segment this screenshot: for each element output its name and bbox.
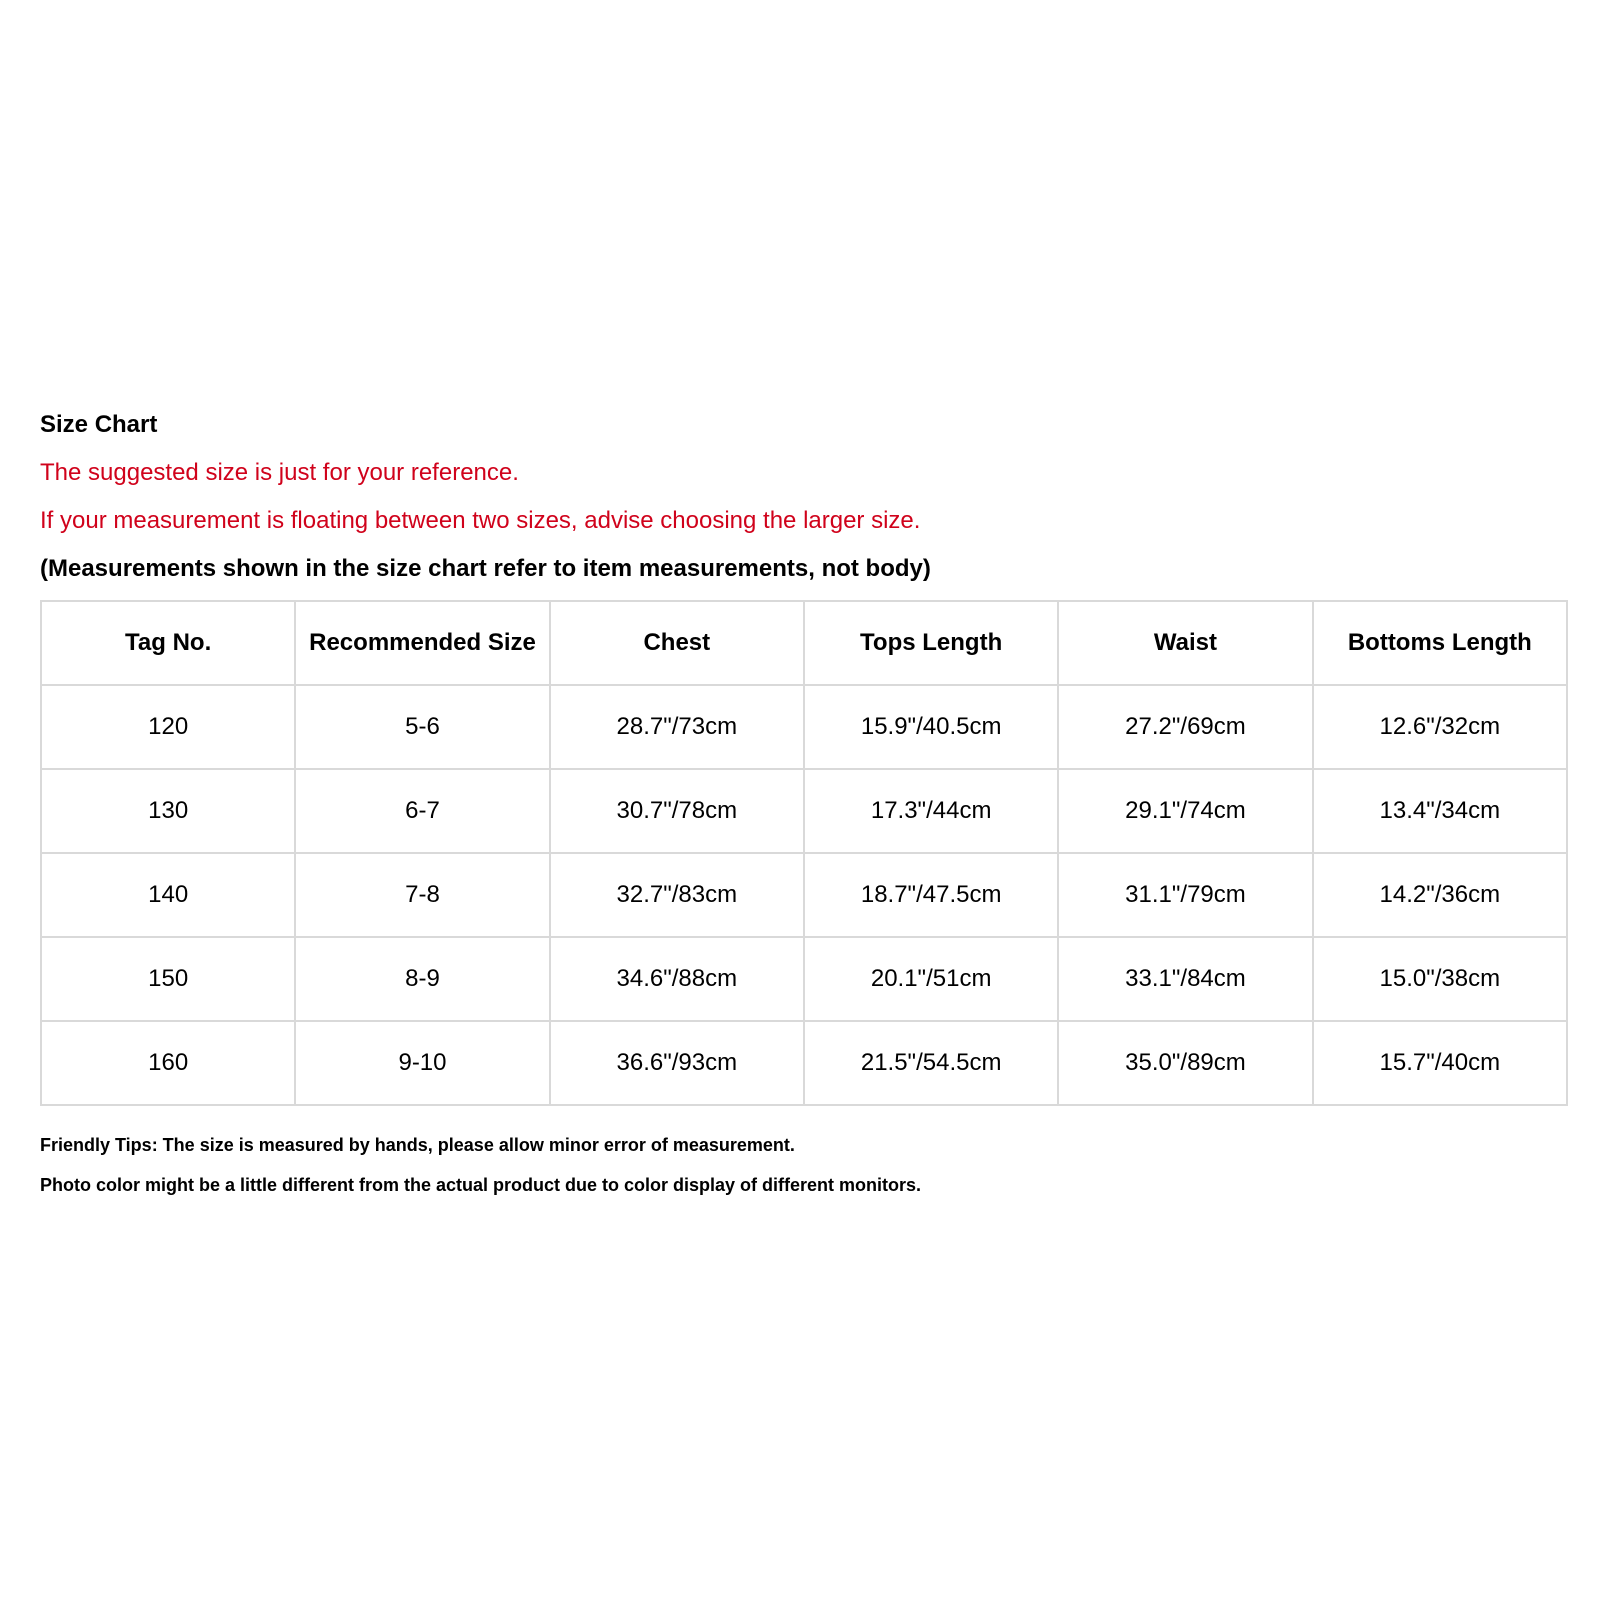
tip-color: Photo color might be a little different from the actual product due to color display of different monitors. bbox=[40, 1175, 922, 1195]
table-row bbox=[41, 1021, 1567, 1105]
size-table bbox=[40, 600, 1568, 1106]
header-bottoms-length: Bottoms Length bbox=[1313, 601, 1567, 685]
cell-chest: 28.7"/73cm bbox=[550, 685, 804, 769]
header-chest: Chest bbox=[550, 601, 804, 685]
cell-bottoms-length: 15.7"/40cm bbox=[1313, 1021, 1567, 1105]
cell-tag-no: 160 bbox=[41, 1021, 295, 1105]
cell-recommended-size: 5-6 bbox=[295, 685, 549, 769]
cell-recommended-size: 8-9 bbox=[295, 937, 549, 1021]
header-tag-no: Tag No. bbox=[41, 601, 295, 685]
cell-bottoms-length: 14.2"/36cm bbox=[1313, 853, 1567, 937]
cell-tops-length: 18.7"/47.5cm bbox=[804, 853, 1058, 937]
cell-chest: 32.7"/83cm bbox=[550, 853, 804, 937]
cell-waist: 29.1"/74cm bbox=[1058, 769, 1312, 853]
cell-waist: 33.1"/84cm bbox=[1058, 937, 1312, 1021]
cell-tops-length: 21.5"/54.5cm bbox=[804, 1021, 1058, 1105]
tip-measurement: Friendly Tips: The size is measured by hands, please allow minor error of measurement. bbox=[40, 1135, 795, 1155]
table-row bbox=[41, 769, 1567, 853]
cell-tag-no: 150 bbox=[41, 937, 295, 1021]
cell-bottoms-length: 12.6"/32cm bbox=[1313, 685, 1567, 769]
cell-tops-length: 20.1"/51cm bbox=[804, 937, 1058, 1021]
cell-chest: 30.7"/78cm bbox=[550, 769, 804, 853]
table-row bbox=[41, 937, 1567, 1021]
cell-tops-length: 15.9"/40.5cm bbox=[804, 685, 1058, 769]
header-tops-length: Tops Length bbox=[804, 601, 1058, 685]
reference-note: The suggested size is just for your reference. bbox=[40, 459, 519, 486]
friendly-tips bbox=[40, 1134, 1570, 1196]
table-row bbox=[41, 685, 1567, 769]
header-waist: Waist bbox=[1058, 601, 1312, 685]
cell-chest: 36.6"/93cm bbox=[550, 1021, 804, 1105]
measurement-disclaimer: (Measurements shown in the size chart refer to item measurements, not body) bbox=[40, 555, 931, 582]
cell-waist: 27.2"/69cm bbox=[1058, 685, 1312, 769]
cell-tag-no: 140 bbox=[41, 853, 295, 937]
cell-waist: 35.0"/89cm bbox=[1058, 1021, 1312, 1105]
table-row bbox=[41, 853, 1567, 937]
cell-recommended-size: 7-8 bbox=[295, 853, 549, 937]
cell-chest: 34.6"/88cm bbox=[550, 937, 804, 1021]
cell-tops-length: 17.3"/44cm bbox=[804, 769, 1058, 853]
cell-waist: 31.1"/79cm bbox=[1058, 853, 1312, 937]
size-chart-section bbox=[40, 410, 1570, 1214]
cell-tag-no: 120 bbox=[41, 685, 295, 769]
cell-bottoms-length: 15.0"/38cm bbox=[1313, 937, 1567, 1021]
cell-recommended-size: 9-10 bbox=[295, 1021, 549, 1105]
cell-tag-no: 130 bbox=[41, 769, 295, 853]
page-title: Size Chart bbox=[40, 411, 158, 438]
header-recommended-size: Recommended Size bbox=[295, 601, 549, 685]
larger-size-advice: If your measurement is floating between two sizes, advise choosing the larger size. bbox=[40, 507, 921, 534]
cell-bottoms-length: 13.4"/34cm bbox=[1313, 769, 1567, 853]
table-header-row bbox=[41, 601, 1567, 685]
cell-recommended-size: 6-7 bbox=[295, 769, 549, 853]
